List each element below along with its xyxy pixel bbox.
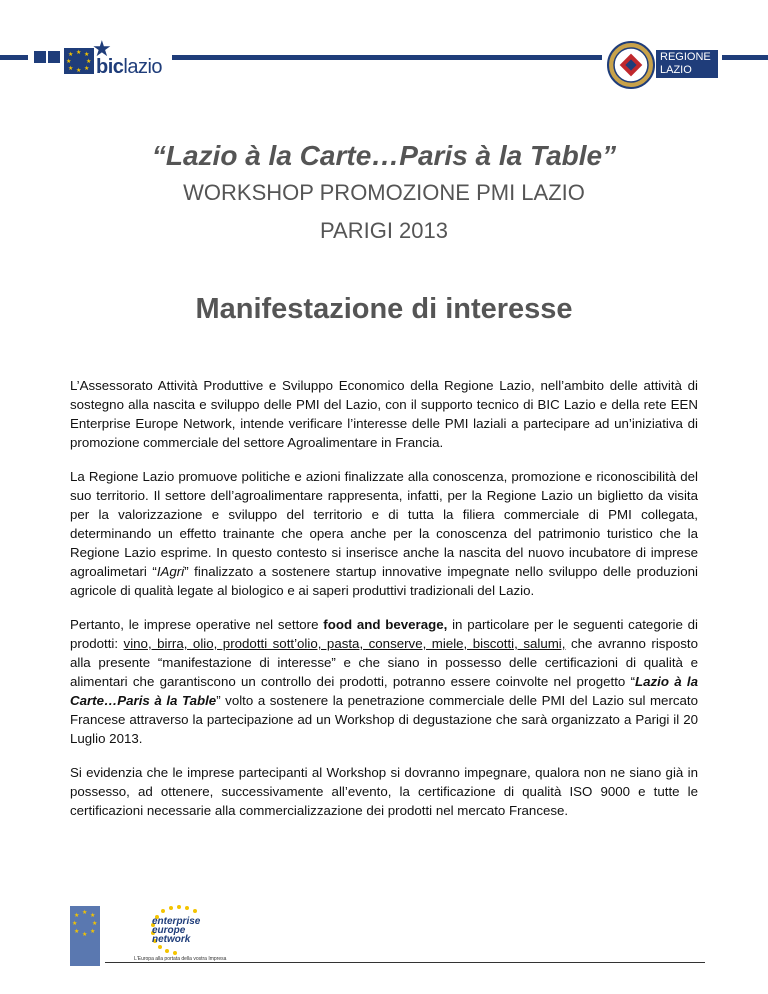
paragraph-imprese-text-2: in particolare per le seguenti categorie di prodotti:: [70, 617, 698, 651]
bic-logo-light: lazio: [123, 56, 163, 78]
regione-emblem-icon: [606, 40, 656, 90]
iagri-term: IAgri: [156, 564, 185, 579]
eu-flag-icon: ★ ★ ★ ★ ★ ★ ★ ★: [64, 48, 94, 74]
regione-logo-line1: REGIONE: [660, 51, 711, 63]
subtitle-workshop: WORKSHOP PROMOZIONE PMI LAZIO: [183, 180, 585, 205]
paragraph-intro: L’Assessorato Attività Produttive e Sviluppo Economico della Regione Lazio, nell’ambito delle attività di sostegno alla nascita e sviluppo delle PMI del Lazio, con il supporto tecnico di BIC Lazio e della rete EEN Enterprise Europe Network, intende verificare l’interesse delle PMI laziali a partecipare ad un’iniziativa di promozione commerciale del settore Agroalimentare in Francia.: [70, 378, 698, 450]
document-title: “Lazio à la Carte…Paris à la Table”: [151, 140, 617, 171]
eu-flag-footer-icon: ★ ★ ★ ★ ★ ★ ★ ★: [70, 906, 100, 966]
paragraph-regione-text: La Regione Lazio promuove politiche e azioni finalizzate alla conoscenza, promozione e riconoscibilità del suo territorio. Il settore dell’agroalimentare rappresenta, infatti, per la Regione Lazio un biglietto da visita per la valorizzazione e sviluppo del territorio e di tutta la filiera commerciale di PMI collegata, determinando un effetto trainante che opera anche per la conoscenza del patrimonio turistico che la Regione Lazio esprime. In questo contesto si inserisce anche la nascita del nuovo incubatore di imprese agroalimetari “: [70, 469, 698, 579]
star-icon: ★: [92, 36, 112, 61]
een-tagline: L'Europa alla portata della vostra Impresa: [134, 956, 227, 962]
paragraph-imprese: [70, 615, 698, 748]
subtitle-year: PARIGI 2013: [320, 218, 448, 243]
document-body: [70, 376, 698, 835]
food-beverage-term: food and beverage,: [323, 617, 448, 632]
paragraph-regione: [70, 467, 698, 600]
paragraph-certificazioni: Si evidenzia che le imprese partecipanti al Workshop si dovranno impegnare, qualora non ne siano già in possesso, ad ottenere, successivamente all’evento, la certificazione di qualità ISO 9000 e tutte le certificazioni necessarie alla commercializzazione dei prodotti nel mercato Francese.: [70, 765, 698, 818]
een-line2: europe: [152, 925, 186, 936]
product-categories: vino, birra, olio, prodotti sott’olio, pasta, conserve, miele, biscotti, salumi,: [123, 636, 566, 651]
een-line3: network: [152, 934, 191, 945]
project-name: Lazio à la Carte…Paris à la Table: [70, 674, 698, 708]
bic-logo-bold: bic: [96, 56, 124, 78]
section-heading: Manifestazione di interesse: [195, 293, 573, 325]
paragraph-imprese-text-4: ” volto a sostenere la penetrazione commerciale delle PMI del Lazio sul mercato Francese attraverso la partecipazione ad un Workshop di degustazione che sarà organizzato a Parigi il 20 Luglio 2013.: [70, 693, 698, 746]
paragraph-imprese-text-3: che avranno risposto alla presente “manifestazione di interesse” e che siano in possesso delle certificazioni di qualità e alimentari che garantiscono un controllo dei prodotti, potranno essere coinvolte nel progetto “: [70, 636, 698, 689]
paragraph-regione-text-end: ” finalizzato a sostenere startup innovative impegnate nello sviluppo delle produzioni agricole di qualità legate al biologico e ai saperi produttivi tradizionali del Lazio.: [70, 564, 698, 598]
een-line1: enterprise: [152, 916, 201, 927]
footer-divider: [105, 962, 705, 963]
een-logo-text: [152, 917, 200, 944]
paragraph-imprese-text: Pertanto, le imprese operative nel settore: [70, 617, 324, 632]
regione-logo-line2: LAZIO: [660, 64, 692, 76]
